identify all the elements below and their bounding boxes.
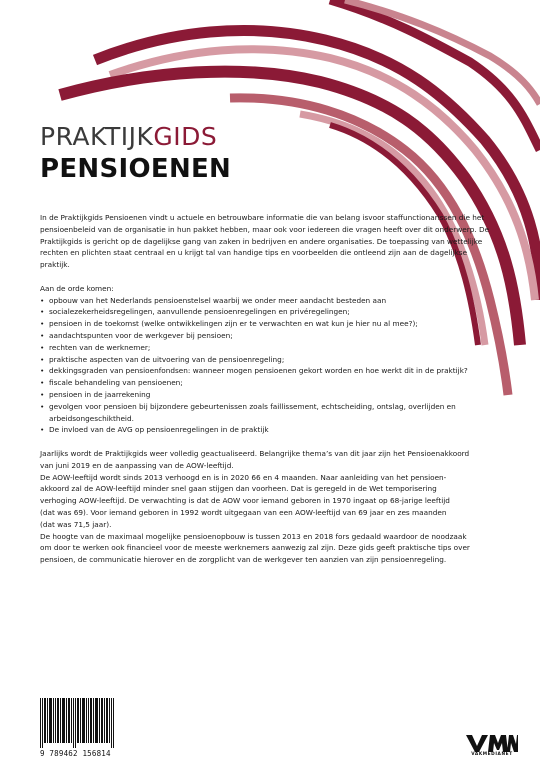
spacer	[40, 436, 490, 448]
list-item: • De invloed van de AVG op pensioenregelingen in de praktijk	[40, 424, 490, 436]
list-item: • aandachtspunten voor de werkgever bij pensioen;	[40, 330, 490, 342]
update-line: van juni 2019 en de aanpassing van de AOW-leeftijd.	[40, 460, 234, 470]
update-line: (dat was 69). Voor iemand geboren in 1992 wordt uitgegaan van een AOW-leeftijd van 69 jaar en zes maanden	[40, 507, 447, 517]
series-name-part1: PRAKTIJK	[40, 122, 154, 151]
topics-list	[40, 295, 490, 437]
update-line: De hoogte van de maximaal mogelijke pensioenopbouw is tussen 2013 en 2018 fors gedaald waardoor de noodzaak	[40, 531, 467, 541]
list-item: • pensioen in de toekomst (welke ontwikkelingen zijn er te verwachten en wat kun je hier nu al mee?);	[40, 318, 490, 330]
vmn-logo	[466, 733, 518, 753]
update-line: verhoging AOW-leeftijd. De verwachting is dat de AOW voor iemand geboren in 1970 ingaat op 68-jarige leeftijd	[40, 496, 450, 506]
list-item: • praktische aspecten van de uitvoering van de pensioenregeling;	[40, 354, 490, 366]
series-name	[40, 124, 217, 149]
book-title: PENSIOENEN	[40, 154, 232, 184]
update-line: pensioen, de communicatie hierover en de zorgplicht van de werkgever ten aanzien van zijn pensioenregeling.	[40, 555, 447, 565]
list-item: • opbouw van het Nederlands pensioenstelsel waarbij we onder meer aandacht besteden aan	[40, 295, 490, 307]
update-line: Jaarlijks wordt de Praktijkgids weer volledig geactualiseerd. Belangrijke thema’s van dit jaar zijn het Pensioenakkoord	[40, 448, 470, 458]
intro-paragraph: In de Praktijkgids Pensioenen vindt u actuele en betrouwbare informatie die van belang isvoor staffunctionarissen die het pensioenbeleid van de organisatie in hun pakket hebben, maar ook voor iedereen die vragen heeft over dit onderwerp. De Praktijkgids is gericht op de dagelijkse gang van zaken in bedrijven en andere organisaties. De toepassing van wettelijke rechten en plichten staat centraal en u krijgt tal van handige tips en voorbeelden die ontleend zijn aan de dagelijkse praktijk.	[40, 213, 490, 270]
list-heading: Aan de orde komen:	[40, 283, 114, 293]
list-item: • pensioen in de jaarrekening	[40, 389, 490, 401]
barcode	[40, 698, 114, 748]
list-item: • rechten van de werknemer;	[40, 342, 490, 354]
list-item: • socialezekerheidsregelingen, aanvullende pensioenregelingen en privéregelingen;	[40, 306, 490, 318]
update-line: (dat was 71,5 jaar).	[40, 519, 112, 529]
publisher-tagline: VAKMEDIANET	[471, 752, 513, 757]
update-line: akkoord zal de AOW-leeftijd minder snel gaan stijgen dan voorheen. Dat is geregeld in de Wet temporisering	[40, 484, 437, 494]
update-line: De AOW-leeftijd wordt sinds 2013 verhoogd en is in 2020 66 en 4 maanden. Naar aanleiding van het pensioen-	[40, 472, 447, 482]
update-line: om door te werken ook financieel voor de meeste werknemers aanwezig zal zijn. Deze gids geeft praktische tips over	[40, 543, 470, 553]
list-item: • fiscale behandeling van pensioenen;	[40, 377, 490, 389]
list-item: • dekkingsgraden van pensioenfondsen: wanneer mogen pensioenen gekort worden en hoe werkt dit in de praktijk?	[40, 365, 490, 377]
barcode-number: 9 789462 156814	[40, 749, 111, 758]
spacer	[40, 271, 490, 283]
series-name-part2: GIDS	[153, 122, 218, 151]
list-item: • gevolgen voor pensioen bij bijzondere gebeurtenissen zoals faillissement, echtscheiding, ontslag, overlijden en arbeidsongeschiktheid.	[40, 401, 490, 425]
back-cover-text	[40, 212, 490, 566]
